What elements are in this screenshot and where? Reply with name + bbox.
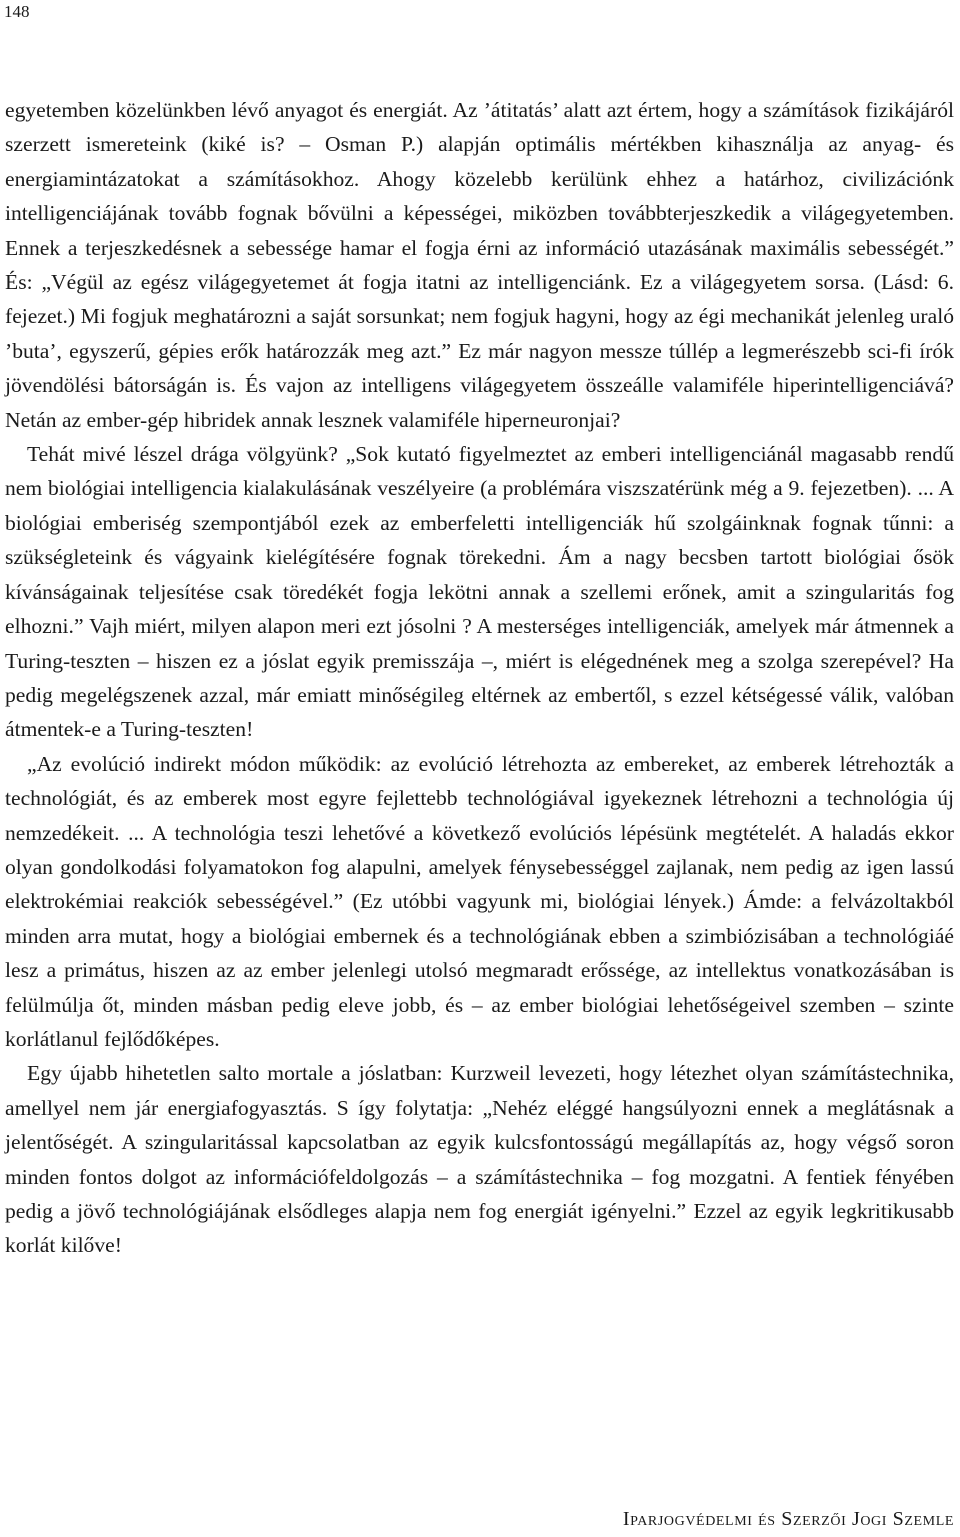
page-number: 148 [4, 2, 30, 21]
paragraph-2: Tehát mivé lészel drága völgyünk? „Sok kutató figyelmeztet az emberi intelligenciánál magasabb rendű nem biológiai intelligencia kialakulásának veszélyeire (a problémára viszszatérünk még a 9. fejezetben). ... A biológiai emberiség szempontjából ezek az emberfeletti intelligenciák hű szolgáinknak fognak tűnni: a szükségleteink és vágyaink kielégítésére fognak törekedni. Ám a nagy becsben tartott biológiai ősök kívánságainak teljesítése csak töredékét fogja lekötni annak a szellemi erőnek, amit a szingularitás fog elhozni.” Vajh miért, milyen alapon meri ezt jósolni ? A mesterséges intelligenciák, amelyek már átmennek a Turing-teszten – hiszen ez a jóslat egyik premisszája –, miért is elégednének meg a szolga szerepével? Ha pedig megelégszenek azzal, már emiatt minőségileg eltérnek az embertől, s ezzel kétségessé válik, valóban átmentek-e a Turing-teszten! [5, 442, 954, 742]
running-footer: Iparjogvédelmi és Szerzői Jogi Szemle [622, 1508, 954, 1530]
paragraph-4: Egy újabb hihetetlen salto mortale a jóslatban: Kurzweil levezeti, hogy létezhet olyan számítástechnika, amellyel nem jár energiafogyasztás. S így folytatja: „Nehéz eléggé hangsúlyozni ennek a meglátásnak a jelentőségét. A szingularitással kapcsolatban az egyik kulcsfontosságú megállapítás az, hogy végső soron minden fontos dolgot az információfeldolgozás – a számítástechnika – fog mozgatni. A fentiek fényében pedig a jövő technológiájának elsődleges alapja nem fog energiát igényelni.” Ezzel az egyik legkritikusabb korlát kilőve! [5, 1061, 954, 1258]
paragraph-1: egyetemben közelünkben lévő anyagot és energiát. Az ’átitatás’ alatt azt értem, hogy a számítások fizikájáról szerzett ismereteink (kiké is? – Osman P.) alapján optimális mértékben kihasználja az anyag- és energiamintázatokat a számításokhoz. Ahogy közelebb kerülünk ehhez a határhoz, civilizációnk intelligenciájának tovább fognak bővülni a képességei, miközben továbbterjeszkedik a világegyetemben. Ennek a terjeszkedésnek a sebessége hamar el fogja érni az információ utazásának maximális sebességét.” És: „Végül az egész világegyetemet át fogja itatni az intelligenciánk. Ez a világegyetem sorsa. (Lásd: 6. fejezet.) Mi fogjuk meghatározni a saját sorsunkat; nem fogjuk hagyni, hogy az égi mechanikát jelenleg uraló ’buta’, egyszerű, gépies erők határozzák meg azt.” Ez már nagyon messze túllép a legmerészebb sci-fi írók jövendölési bátorságán is. És vajon az intelligens világegyetem összeálle valamiféle hiperintelligenciává? Netán az ember-gép hibridek annak lesznek valamiféle hiperneuronjai? [5, 98, 954, 432]
body-text [5, 93, 954, 1263]
paragraph-3: „Az evolúció indirekt módon működik: az evolúció létrehozta az embereket, az emberek létrehozták a technológiát, és az emberek most egyre fejlettebb technológiával igyekeznek létrehozni a technológia új nemzedékeit. ... A technológia teszi lehetővé a következő evolúciós lépésünk megtételét. A haladás ekkor olyan gondolkodási folyamatokon fog alapulni, amelyek fénysebességgel zajlanak, nem pedig az igen lassú elektrokémiai reakciók sebességével.” (Ez utóbbi vagyunk mi, biológiai lények.) Ámde: a felvázoltakból minden arra mutat, hogy a biológiai embernek és a technológiának ebben a szimbiózisában a technológiáé lesz a primátus, hiszen az az ember jelenlegi utolsó megmaradt erőssége, az intellektus vonatkozásában is felülmúlja őt, minden másban pedig eleve jobb, és – az ember biológiai lehetőségeivel szemben – szinte korlátlanul fejlődőképes. [5, 751, 954, 1051]
